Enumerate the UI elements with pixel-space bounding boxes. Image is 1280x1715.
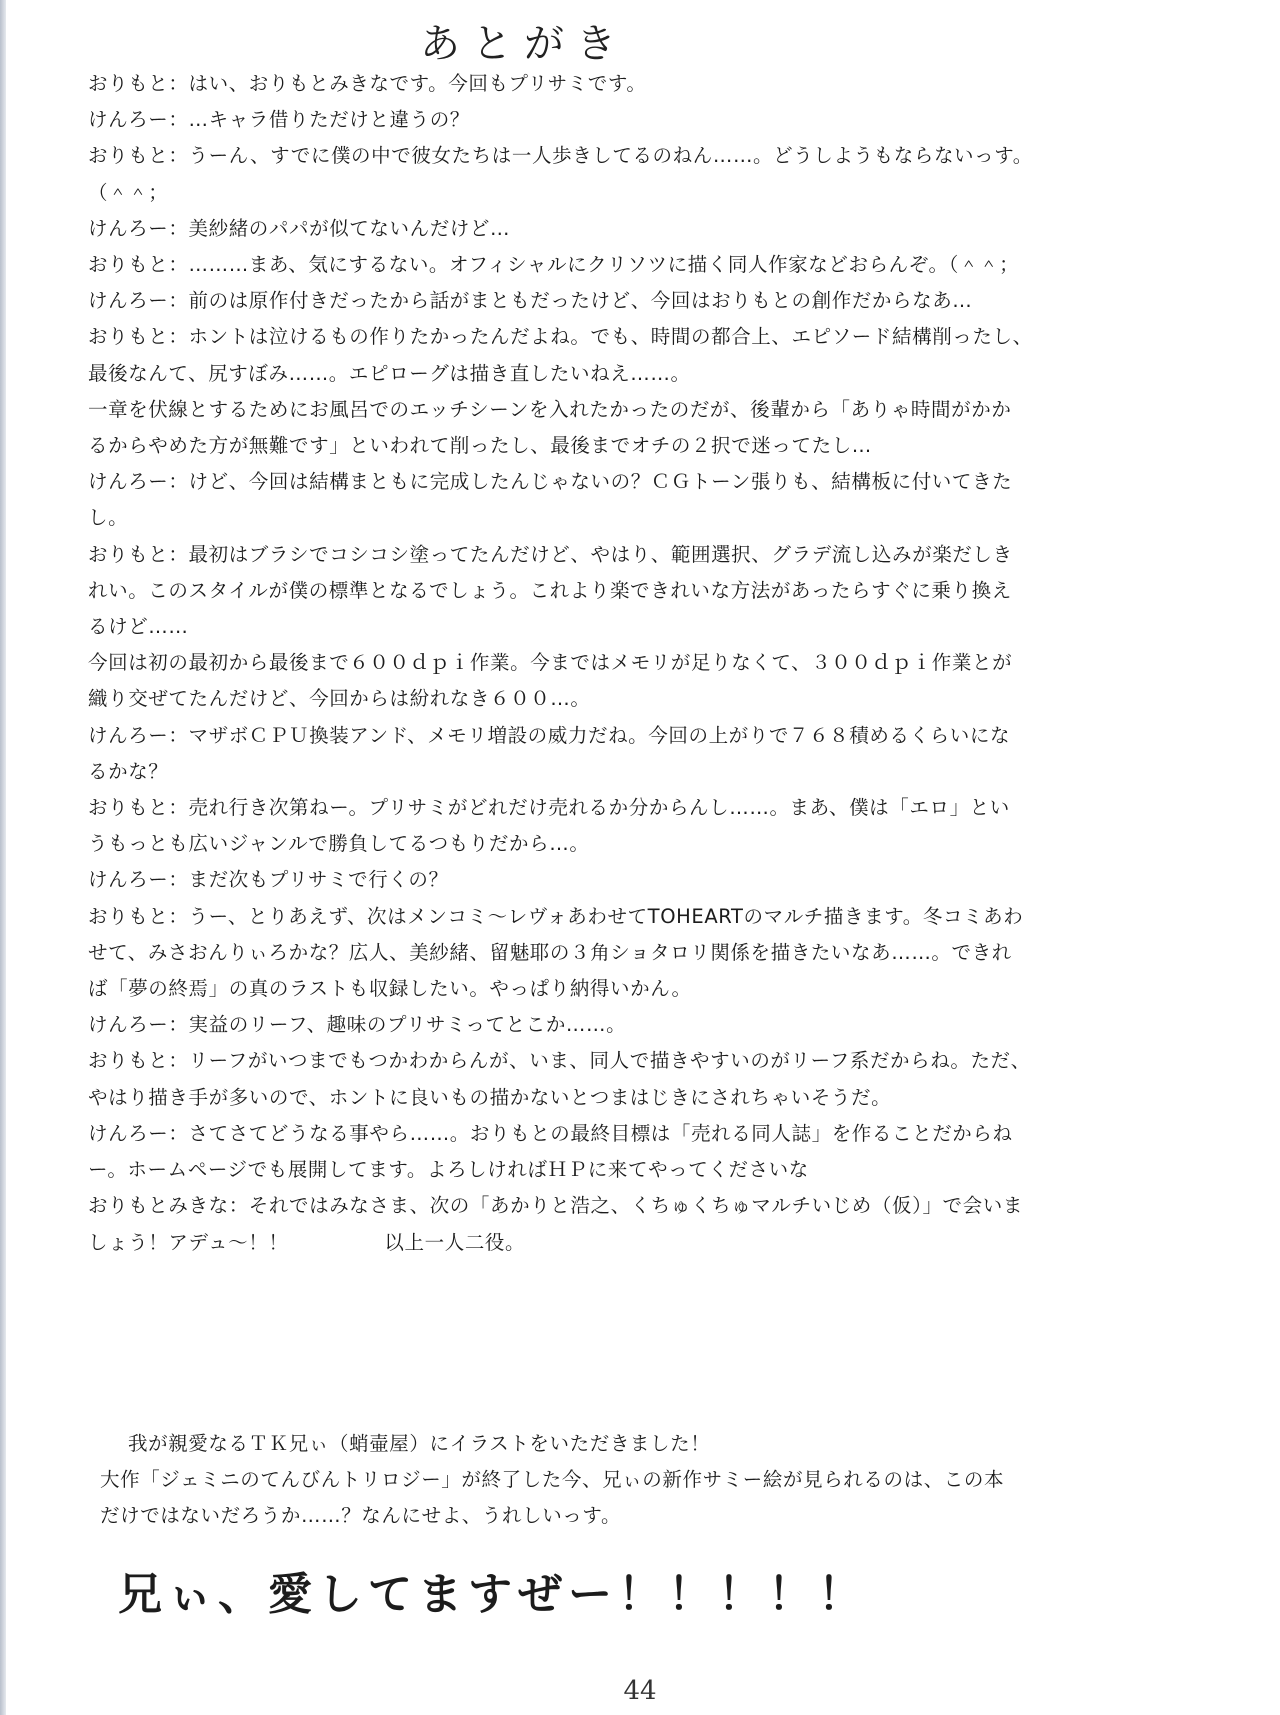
dialogue-line: おりもと：うー、とりあえず、次はメンコミ～レヴォあわせてTOHEARTのマルチ描きます。冬コミあわ: [88, 904, 1024, 928]
illustration-thanks-note: [100, 1426, 1200, 1534]
dialogue-line: おりもとみきな：それではみなさま、次の「あかりと浩之、くちゅくちゅマルチいじめ（仮）」で会いま: [88, 1194, 1023, 1218]
dialogue-closing: しょう！アデュ～！！: [88, 1230, 289, 1254]
dialogue-line: ば「夢の終焉」の真のラストも収録したい。やっぱり納得いかん。: [88, 977, 692, 1001]
page-number: 44: [623, 1676, 657, 1706]
note-line: 大作「ジェミニのてんびんトリロジー」が終了した今、兄ぃの新作サミー絵が見られるのは、この本: [100, 1468, 1005, 1491]
dialogue-line: [88, 1225, 1198, 1261]
afterword-dialogue: [88, 66, 1198, 1261]
dialogue-line: ー。ホームページでも展開してます。よろしければＨＰに来てやってくださいな: [88, 1158, 809, 1182]
dialogue-line: 今回は初の最初から最後まで６００ｄｐｉ作業。今まではメモリが足りなくて、３００ｄｐｉ作業とが: [88, 651, 1013, 675]
dialogue-line: おりもと：ホントは泣けるもの作りたかったんだよね。でも、時間の都合上、エピソード結構削ったし、: [88, 325, 1033, 349]
dialogue-line: おりもと：はい、おりもとみきなです。今回もプリサミです。: [88, 72, 647, 95]
dialogue-line: おりもと：………まあ、気にするない。オフィシャルにクリソツに描く同人作家などおらんぞ。（＾＾；: [88, 253, 1020, 277]
dialogue-line: けんろー：…キャラ借りただけと違うの？: [88, 108, 470, 132]
dialogue-line: けんろー：さてさてどうなる事やら……。おりもとの最終目標は「売れる同人誌」を作ることだからね: [88, 1121, 1013, 1145]
dialogue-line: れい。このスタイルが僕の標準となるでしょう。これより楽できれいな方法があったらすぐに乗り換え: [88, 578, 1012, 602]
dialogue-line: （＾＾；: [88, 180, 169, 204]
dialogue-line: おりもと：最初はブラシでコシコシ塗ってたんだけど、やはり、範囲選択、グラデ流し込みが楽だしき: [88, 542, 1013, 566]
dialogue-line: うもっとも広いジャンルで勝負してるつもりだから…。: [88, 832, 590, 856]
dialogue-line: るけど……: [88, 615, 189, 639]
dialogue-line: やはり描き手が多いので、ホントに良いもの描かないとつまはじきにされちゃいそうだ。: [88, 1085, 892, 1109]
dialogue-line: るからやめた方が無難です」といわれて削ったし、最後までオチの２択で迷ってたし…: [88, 434, 872, 458]
note-line: 我が親愛なるＴＫ兄ぃ（蛸壷屋）にイラストをいただきました！: [128, 1432, 711, 1455]
page-title: あとがき: [420, 21, 628, 67]
dialogue-line: けんろー：前のは原作付きだったから話がまともだったけど、今回はおりもとの創作だからなあ…: [88, 289, 973, 313]
dialogue-line: 一章を伏線とするためにお風呂でのエッチシーンを入れたかったのだが、後輩から「ありゃ時間がかか: [88, 397, 1012, 421]
signoff-text: 以上一人二役。: [384, 1230, 526, 1254]
dialogue-line: けんろー：まだ次もプリサミで行くの？: [88, 868, 449, 892]
dialogue-line: おりもと：リーフがいつまでもつかわからんが、いま、同人で描きやすいのがリーフ系だからね。ただ、: [88, 1049, 1031, 1073]
dialogue-line: 織り交ぜてたんだけど、今回からは紛れなき６００…。: [88, 687, 591, 711]
dialogue-line: けんろー：マザボＣＰＵ換装アンド、メモリ増設の威力だね。今回の上がりで７６８積めるくらいにな: [88, 723, 1011, 747]
dialogue-line: し。: [88, 506, 129, 530]
dialogue-line: 最後なんて、尻すぼみ……。エピローグは描き直したいねえ……。: [88, 361, 691, 385]
dialogue-line: せて、みさおんりぃろかな？広人、美紗緒、留魅耶の３角ショタロリ関係を描きたいなあ……。できれ: [88, 940, 1012, 964]
page-edge-shadow: [0, 0, 6, 1715]
dialogue-line: るかな？: [88, 759, 169, 783]
dialogue-line: けんろー：美紗緒のパパが似てないんだけど…: [88, 216, 511, 240]
note-line: だけではないだろうか……？なんにせよ、うれしいっす。: [100, 1504, 622, 1527]
dialogue-line: けんろー：けど、今回は結構まともに完成したんじゃないの？ＣＧトーン張りも、結構板に付いてきた: [88, 470, 1013, 494]
closing-shout: 兄ぃ、愛してますぜー！！！！！: [118, 1569, 868, 1620]
dialogue-line: おりもと：うーん、すでに僕の中で彼女たちは一人歩きしてるのねん……。どうしようもならないっす。: [88, 144, 1033, 168]
dialogue-line: けんろー：実益のリーフ、趣味のプリサミってとこか……。: [88, 1013, 627, 1037]
dialogue-line: おりもと：売れ行き次第ねー。プリサミがどれだけ売れるか分からんし……。まあ、僕は「エロ」とい: [88, 796, 1010, 820]
